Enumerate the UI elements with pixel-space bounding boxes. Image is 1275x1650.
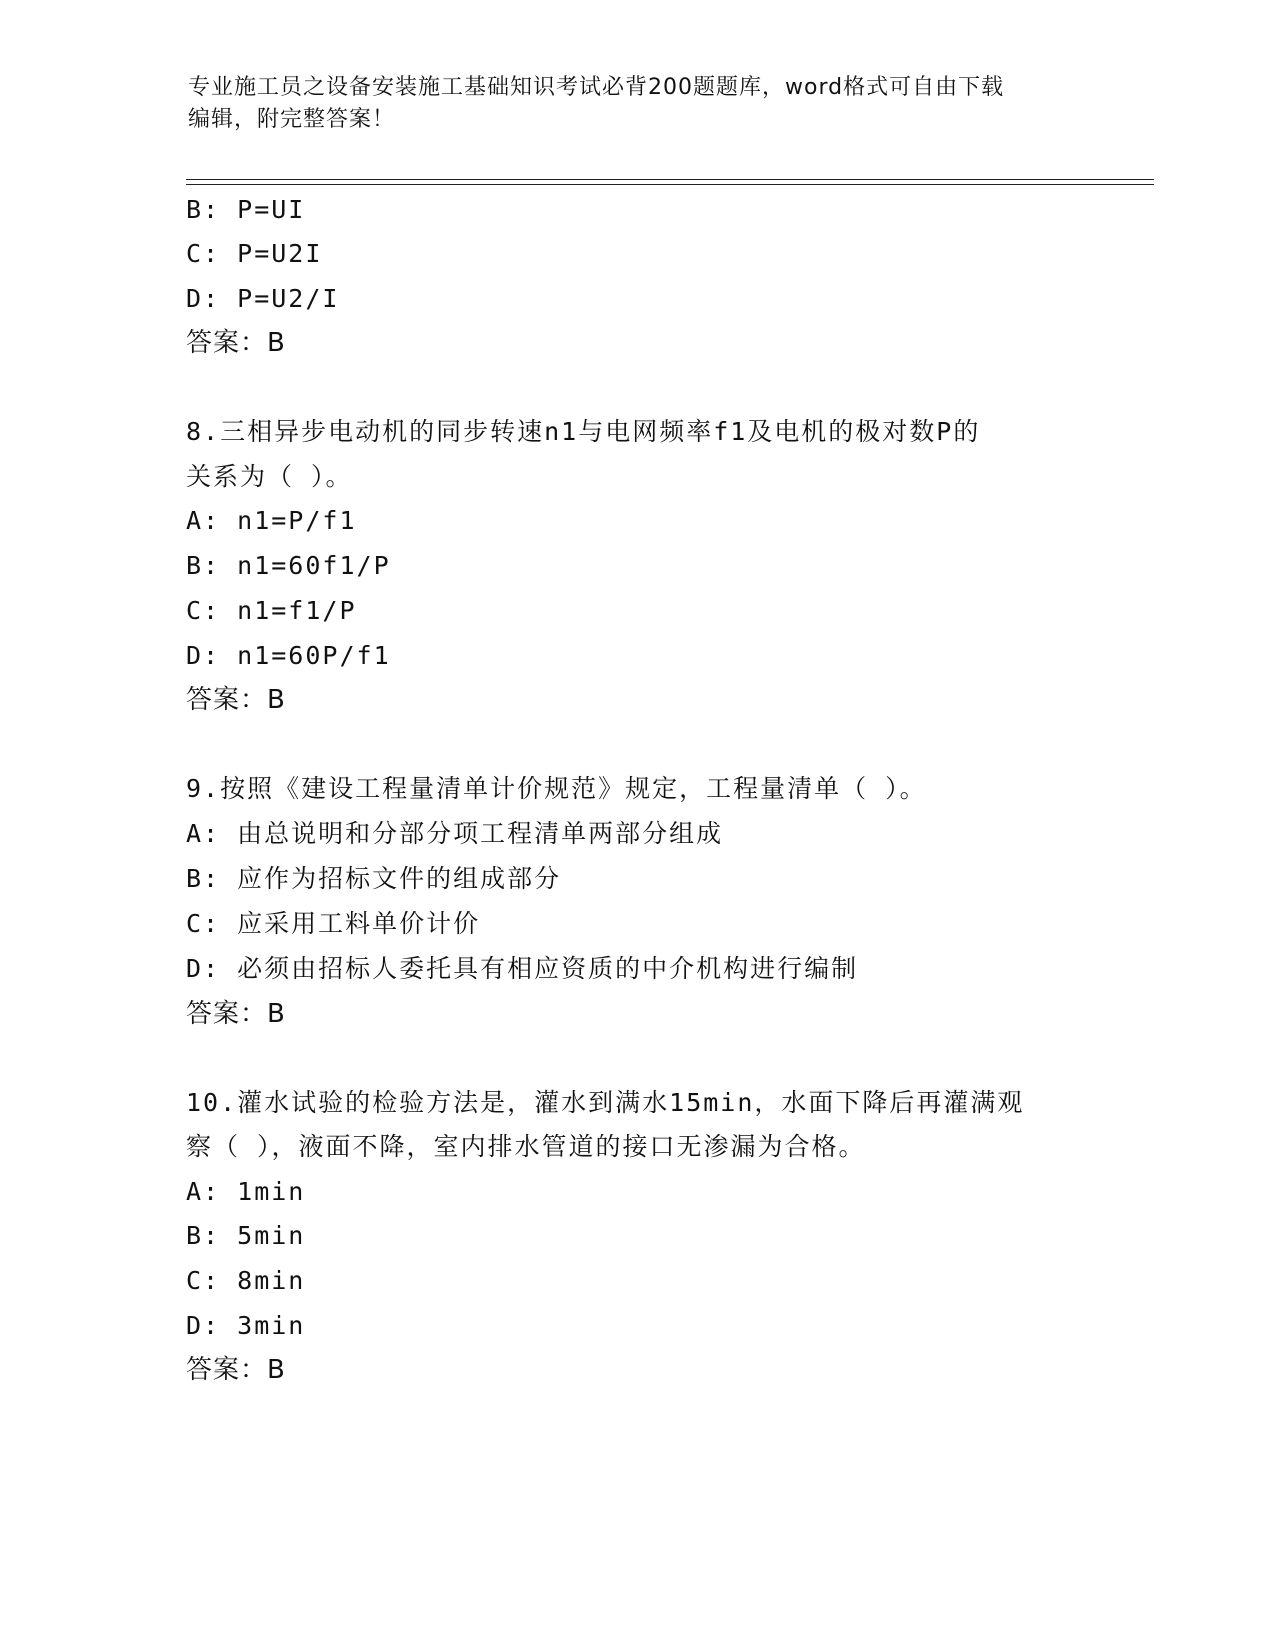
q8-option-a: A: n1=P/f1: [186, 506, 357, 535]
q10-option-a: A: 1min: [186, 1177, 306, 1206]
q9-answer: 答案：B: [186, 999, 286, 1029]
q9-stem: 9.按照《建设工程量清单计价规范》规定，工程量清单（ ）。: [186, 774, 927, 803]
header-divider-top: [186, 179, 1154, 180]
q7-answer: 答案：B: [186, 328, 286, 358]
q7-option-b: B: P=UI: [186, 195, 306, 224]
q8-stem-line-2: 关系为（ ）。: [186, 462, 353, 491]
header-title-line-1: 专业施工员之设备安装施工基础知识考试必背200题题库，word格式可自由下载: [188, 75, 1005, 100]
q10-stem-line-1: 10.灌水试验的检验方法是，灌水到满水15min，水面下降后再灌满观: [186, 1088, 1025, 1117]
q10-option-d: D: 3min: [186, 1311, 306, 1340]
document-header: [188, 72, 1068, 136]
q9-option-d: D: 必须由招标人委托具有相应资质的中介机构进行编制: [186, 954, 859, 983]
q8-answer: 答案：B: [186, 685, 286, 715]
header-title-line-2: 编辑，附完整答案！: [188, 107, 396, 132]
q10-option-c: C: 8min: [186, 1266, 306, 1295]
q8-option-d: D: n1=60P/f1: [186, 641, 391, 670]
q10-stem-line-2: 察（ ），液面不降，室内排水管道的接口无渗漏为合格。: [186, 1132, 866, 1161]
q8-stem-line-1: 8.三相异步电动机的同步转速n1与电网频率f1及电机的极对数P的: [186, 417, 981, 446]
q7-option-c: C: P=U2I: [186, 239, 323, 268]
q9-option-a: A: 由总说明和分部分项工程清单两部分组成: [186, 819, 724, 848]
q8-option-b: B: n1=60f1/P: [186, 551, 391, 580]
q9-option-c: C: 应采用工料单价计价: [186, 909, 481, 938]
q9-option-b: B: 应作为招标文件的组成部分: [186, 864, 562, 893]
header-divider-bottom: [186, 184, 1154, 185]
q7-option-d: D: P=U2/I: [186, 284, 340, 313]
q10-answer: 答案：B: [186, 1355, 286, 1385]
q8-option-c: C: n1=f1/P: [186, 596, 357, 625]
q10-option-b: B: 5min: [186, 1221, 306, 1250]
